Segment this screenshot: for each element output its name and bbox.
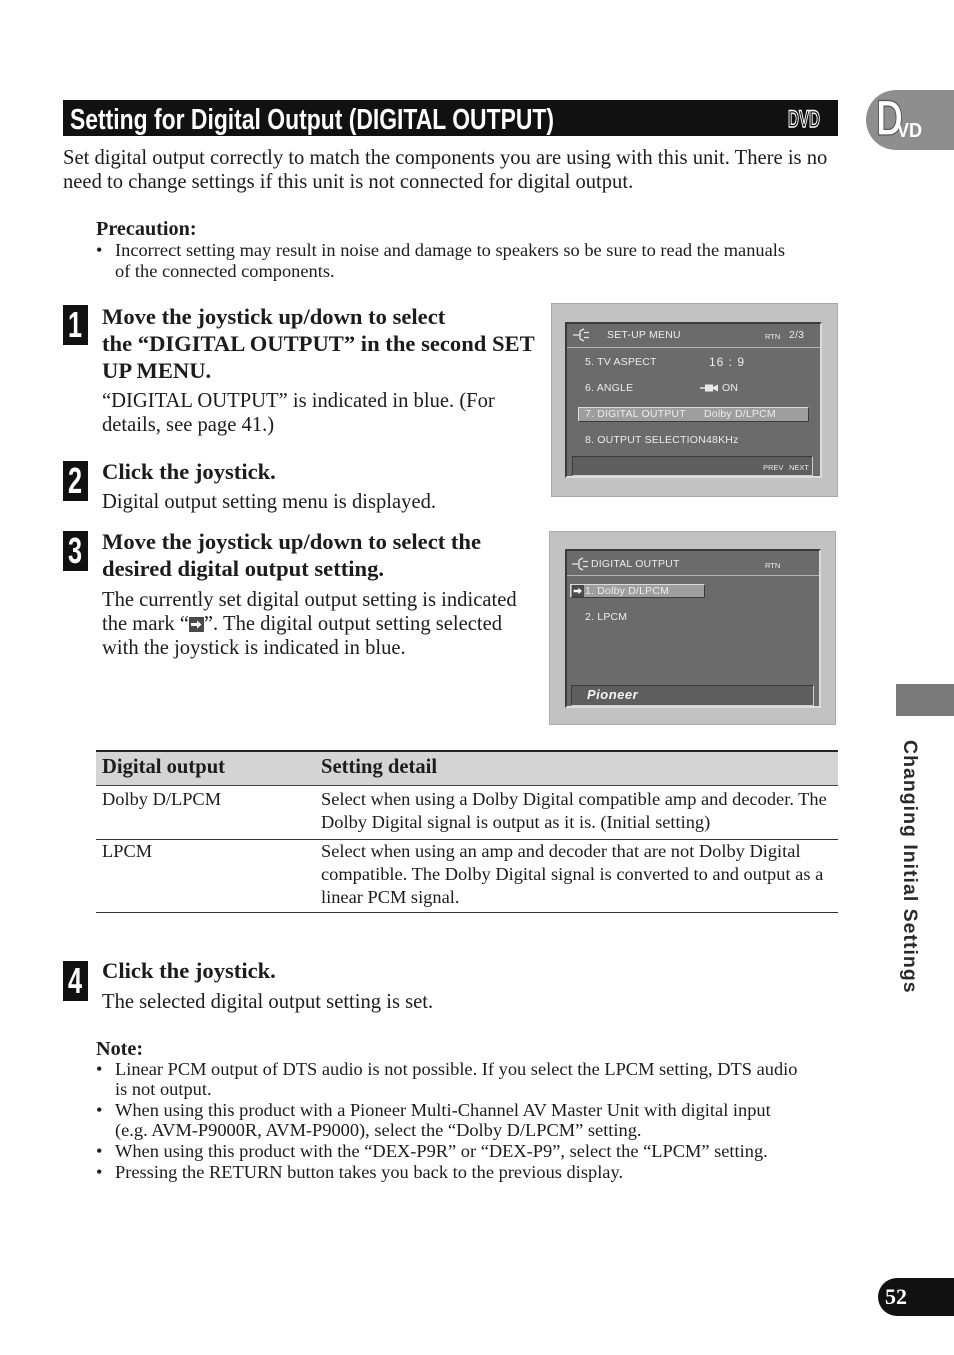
table-cell-detail — [321, 840, 823, 909]
menu-value-angle: ON — [722, 382, 739, 394]
page-number: 52 — [885, 1284, 907, 1309]
setup-menu-screenshot — [551, 303, 838, 497]
dvd-logo-icon — [787, 104, 821, 132]
digital-output-screenshot — [549, 531, 836, 725]
step-4-heading — [102, 957, 276, 984]
list-item — [96, 1100, 797, 1141]
step-number-3 — [63, 531, 88, 571]
bullet-line: Incorrect setting may result in noise and damage to speakers so be sure to read the manuals — [115, 239, 786, 260]
table-cell-output: LPCM — [102, 840, 153, 861]
menu-value-tv-aspect: 16 : 9 — [709, 355, 746, 369]
bullet-mark: • — [96, 1141, 103, 1162]
bullet-line: Pressing the RETURN button takes you back to the previous display. — [115, 1161, 624, 1182]
option-lpcm: 2. LPCM — [585, 611, 628, 623]
body-line: The currently set digital output setting is indicated — [102, 589, 517, 611]
next-label: NEXT — [789, 463, 810, 472]
step-number-text: 2 — [68, 460, 83, 501]
bullet-mark: • — [96, 1099, 103, 1120]
body-line: Digital output setting menu is displayed. — [102, 491, 437, 513]
menu-value-output-selection: 48KHz — [706, 434, 739, 446]
chapter-label: Changing Initial Settings — [899, 740, 921, 994]
step-number-text: 4 — [68, 960, 83, 1001]
detail-line: Dolby Digital signal is output as it is. (Initial setting) — [321, 811, 711, 832]
dvd-tab-subletters: VD — [897, 120, 923, 142]
step-2-heading — [102, 458, 276, 485]
detail-line: linear PCM signal. — [321, 886, 460, 907]
step-2-body — [102, 490, 436, 514]
digital-output-table — [96, 750, 838, 913]
option-dolby-lpcm: 1. Dolby D/LPCM — [585, 585, 670, 597]
dvd-logo-text: DVD — [788, 106, 820, 133]
bullet-line: (e.g. AVM-P9000R, AVM-P9000), select the “Dolby D/LPCM” setting. — [115, 1120, 642, 1141]
body-text: ”. The digital output setting selected — [203, 613, 503, 635]
list-item — [96, 240, 785, 282]
bullet-mark: • — [96, 239, 103, 260]
screen-divider — [567, 575, 819, 576]
bullet-mark: • — [96, 1058, 103, 1079]
screen-display — [565, 322, 822, 478]
bullet-line: Linear PCM output of DTS audio is not possible. If you select the LPCM setting, DTS audio — [115, 1058, 798, 1079]
step-number-2 — [63, 461, 88, 501]
heading-line: the “DIGITAL OUTPUT” in the second SET — [102, 330, 535, 356]
bullet-mark: • — [96, 1161, 103, 1182]
step-number-text: 1 — [68, 304, 83, 345]
step-number-4 — [63, 961, 88, 1001]
detail-line: Select when using a Dolby Digital compatible amp and decoder. The — [321, 788, 827, 809]
bullet-line: When using this product with a Pioneer Multi-Channel AV Master Unit with digital input — [115, 1099, 771, 1120]
intro-paragraph — [63, 146, 827, 194]
precaution-list — [96, 240, 785, 282]
table-cell-detail — [321, 788, 827, 834]
pioneer-logo: Pioneer — [587, 687, 639, 702]
dvd-tab-letter: D — [876, 90, 904, 146]
dvd-section-tab — [866, 90, 954, 150]
step-number-1 — [63, 305, 88, 345]
step-1-body — [102, 389, 495, 437]
page-number-tab — [878, 1278, 954, 1316]
body-text: the mark “ — [102, 613, 189, 635]
step-1-heading — [102, 303, 535, 384]
bullet-line: When using this product with the “DEX-P9R” or “DEX-P9”, select the “LPCM” setting. — [115, 1141, 768, 1162]
return-label: RTN — [765, 561, 781, 570]
menu-item-angle: 6. ANGLE — [585, 382, 634, 394]
heading-line: UP MENU. — [102, 357, 212, 383]
note-list — [96, 1059, 797, 1183]
detail-line: Select when using an amp and decoder that are not Dolby Digital — [321, 840, 801, 861]
column-header-setting-detail: Setting detail — [321, 756, 438, 778]
intro-line: need to change settings if this unit is not connected for digital output. — [63, 171, 634, 193]
note-heading: Note: — [96, 1038, 144, 1060]
precaution-heading: Precaution: — [96, 218, 197, 240]
heading-line: Move the joystick up/down to select — [102, 303, 446, 329]
menu-item-digital-output: 7. DIGITAL OUTPUT — [585, 408, 686, 420]
heading-line: desired digital output setting. — [102, 555, 385, 581]
menu-item-output-selection: 8. OUTPUT SELECTION — [585, 434, 706, 446]
return-label: RTN — [765, 332, 781, 341]
section-title-bar — [63, 100, 838, 136]
body-line: with the joystick is indicated in blue. — [102, 637, 406, 659]
menu-item-tv-aspect: 5. TV ASPECT — [585, 356, 657, 368]
step-number-text: 3 — [68, 530, 83, 571]
list-item — [96, 1162, 797, 1183]
section-title: Setting for Digital Output (DIGITAL OUTPUT) — [70, 104, 555, 136]
heading-line: Move the joystick up/down to select the — [102, 528, 482, 554]
current-setting-mark-icon — [572, 585, 584, 597]
table-cell-output: Dolby D/LPCM — [102, 788, 222, 809]
list-item — [96, 1059, 797, 1100]
menu-value-digital-output: Dolby D/LPCM — [704, 408, 776, 420]
detail-line: compatible. The Dolby Digital signal is converted to and output as a — [321, 863, 824, 884]
column-header-digital-output: Digital output — [102, 756, 226, 778]
step-4-body — [102, 990, 433, 1014]
bullet-line: of the connected components. — [115, 260, 335, 281]
screen-title: SET-UP MENU — [607, 329, 681, 341]
screen-divider — [567, 347, 820, 348]
menu-page-indicator: 2/3 — [789, 329, 805, 341]
table-bottom-border — [96, 912, 838, 913]
setup-menu-icon — [571, 557, 589, 571]
chapter-marker-tab — [896, 684, 954, 716]
current-setting-mark-icon — [189, 617, 204, 632]
body-line: details, see page 41.) — [102, 414, 275, 436]
camera-angle-icon — [700, 382, 719, 394]
setup-menu-icon — [572, 328, 590, 342]
heading-line: Click the joystick. — [102, 458, 276, 484]
step-3-heading — [102, 528, 481, 582]
body-line: The selected digital output setting is set. — [102, 991, 434, 1013]
intro-line: Set digital output correctly to match the components you are using with this unit. There is no — [63, 147, 828, 169]
list-item — [96, 1141, 797, 1162]
body-line: “DIGITAL OUTPUT” is indicated in blue. (For — [102, 390, 495, 412]
body-line — [102, 612, 517, 636]
screen-title: DIGITAL OUTPUT — [591, 558, 680, 570]
prev-label: PREV — [763, 463, 784, 472]
step-3-body — [102, 588, 517, 660]
bullet-line: is not output. — [115, 1079, 212, 1100]
heading-line: Click the joystick. — [102, 957, 276, 983]
